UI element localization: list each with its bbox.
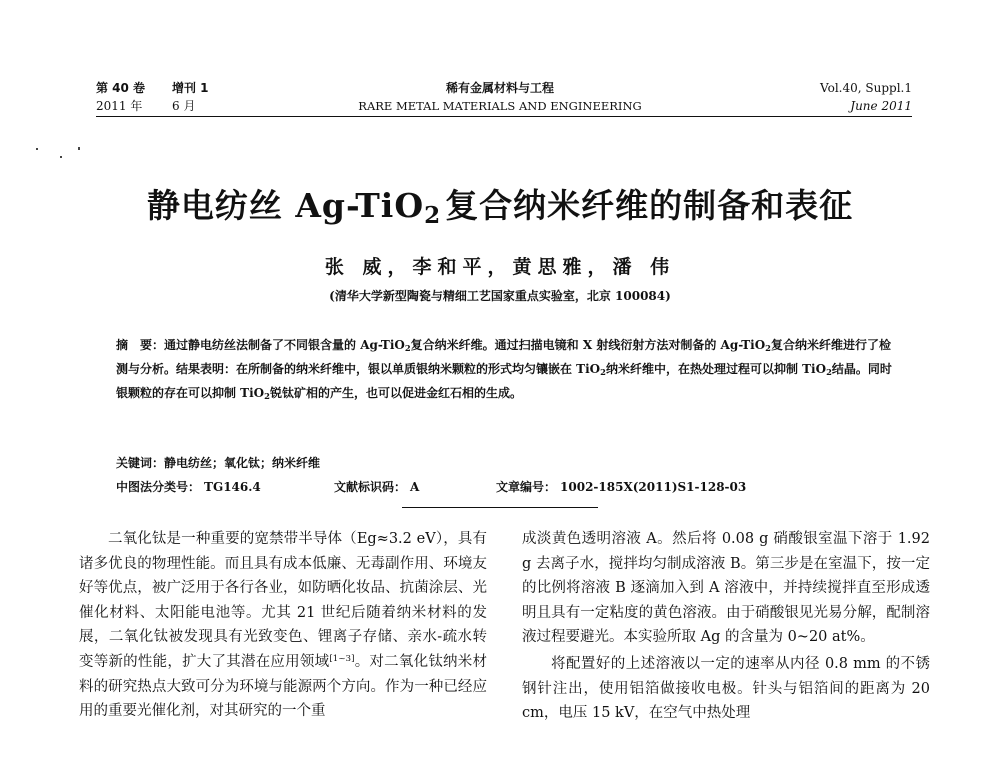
clc-number: 中图法分类号： TG146.4 — [116, 480, 261, 494]
header-issue: 增刊 1 — [172, 81, 209, 95]
abstract: 摘 要：通过静电纺丝法制备了不同银含量的 Ag-TiO$_2$复合纳米纤维。通过扫描电镜和 X 射线衍射方法对制备的 Ag-TiO$_2$复合纳米纤维进行了检测与分析。结果表明：在所制备的纳米纤维中，银以单质银纳米颗粒的形式均匀镶嵌在 TiO$_2$纳米纤维中，在热处理过程可以抑制 TiO$_2$结晶。同时银颗粒的存在可以抑制 TiO$_2$锐钛矿相的产生，也可以促进金红石相的生成。 — [116, 338, 892, 402]
header-month: 6 月 — [172, 99, 196, 113]
body-paragraph: 将配置好的上述溶液以一定的速率从内径 0.8 mm 的不锈钢针注出，使用铝箔做接收电极。针头与铝箔间的距离为 20 cm，电压 15 kV，在空气中热处理 — [522, 655, 930, 722]
citation-ref: [1~3] — [329, 653, 355, 664]
article-number: 文章编号： 1002-185X(2011)S1-128-03 — [496, 480, 747, 494]
body-right-column — [522, 527, 930, 726]
document-code: 文献标识码： A — [334, 480, 420, 494]
scan-speck — [36, 148, 38, 150]
affiliation: (清华大学新型陶瓷与精细工艺国家重点实验室，北京 100084) — [329, 289, 671, 303]
body-paragraph: 成淡黄色透明溶液 A。然后将 0.08 g 硝酸银室温下溶于 1.92 g 去离子水，搅拌均匀制成溶液 B。第三步是在室温下，按一定的比例将溶液 B 逐滴加入到 A 溶液中，并持续搅拌直至形成透明且具有一定粘度的黄色溶液。由于硝酸银见光易分解，配制溶液过程要避光。本实验所取 Ag 的含量为 0~20 at%。 — [522, 531, 930, 646]
body-left-column — [79, 527, 487, 724]
scan-speck — [60, 156, 62, 158]
keywords: 关键词：静电纺丝；氧化钛；纳米纤维 — [116, 456, 321, 470]
header-volume-en: Vol.40, Suppl.1 — [820, 81, 912, 95]
paper-title: 静电纺丝 Ag-TiO$_2$ 复合纳米纤维的制备和表征 — [146, 186, 854, 229]
section-divider — [402, 507, 598, 508]
authors: 张 威，李和平，黄思雅，潘 伟 — [324, 256, 676, 278]
header-date-en: June 2011 — [850, 99, 912, 113]
scan-speck — [78, 147, 80, 150]
abstract-label: 摘 要： — [116, 338, 165, 352]
header-rule — [96, 116, 912, 117]
header-year: 2011 年 — [96, 99, 143, 113]
header-volume: 第 40 卷 — [96, 81, 146, 95]
body-paragraph: 二氧化钛是一种重要的宽禁带半导体（Eg≈3.2 eV），具有诸多优良的物理性能。而且具有成本低廉、无毒副作用、环境友好等优点，被广泛用于各行各业，如防晒化妆品、抗菌涂层、光催化材料、太阳能电池等。尤其 21 世纪后随着纳米材料的发展，二氧化钛被发现具有光致变色、锂离子存储、亲水-疏水转变等新的性能，扩大了其潜在应用领域[1~3]。对二氧化钛纳米材料的研究热点大致可分为环境与能源两个方向。作为一种已经应用的重要光催化剂，对其研究的一个重 — [79, 531, 488, 720]
journal-title-en: RARE METAL MATERIALS AND ENGINEERING — [358, 99, 642, 113]
journal-title-cn: 稀有金属材料与工程 — [445, 81, 554, 95]
